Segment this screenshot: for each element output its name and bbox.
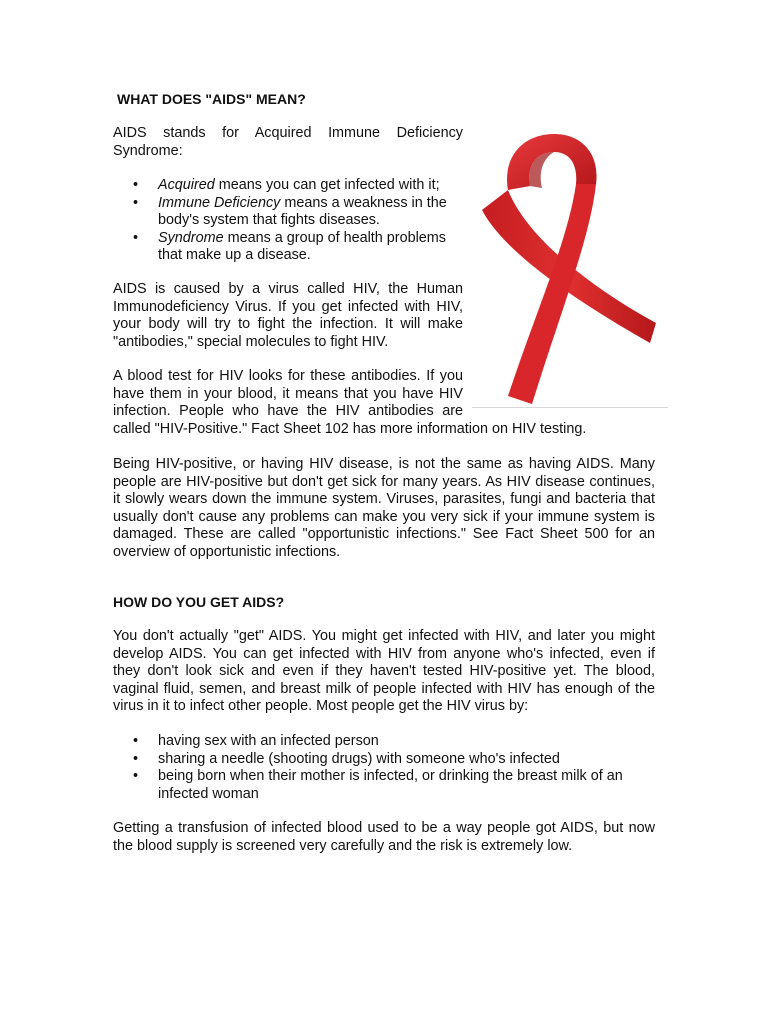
section-heading-how-get-aids: HOW DO YOU GET AIDS? — [113, 594, 285, 610]
list-item-text: being born when their mother is infected, or drinking the breast milk of an infected woman — [158, 768, 623, 802]
red-ribbon-graphic — [472, 128, 668, 410]
transfusion-paragraph: Getting a transfusion of infected blood used to be a way people got AIDS, but now the blood supply is screened very carefully and the risk is extremely low. — [113, 820, 655, 854]
section-heading-what-is-aids: WHAT DOES "AIDS" MEAN? — [117, 91, 306, 107]
list-item-immune-deficiency — [113, 195, 463, 230]
term-immune-deficiency: Immune Deficiency — [158, 194, 281, 211]
blood-test-text: A blood test for HIV looks for these antibodies. If you have them in your blood, it means that you have HIV infection. People who have the HIV antibodies are called "HIV-Positive." Fact Sheet 102 has more information on HIV testing. — [113, 368, 587, 437]
bullet-icon: • — [133, 229, 139, 246]
red-ribbon-icon — [472, 128, 668, 410]
list-item — [113, 768, 655, 803]
hiv-cause-paragraph: AIDS is caused by a virus called HIV, the Human Immunodeficiency Virus. If you get infected with HIV, your body will try to fight the infection. It will make "antibodies," special molecules to fight HIV. — [113, 281, 463, 350]
bullet-icon: • — [133, 194, 139, 211]
transmission-paragraph: You don't actually "get" AIDS. You might get infected with HIV, and later you might develop AIDS. You can get infected with HIV from anyone who's infected, even if they don't look sick and even if they haven't tested HIV-positive yet. The blood, vaginal fluid, semen, and breast milk of people infected with HIV has enough of the virus in it to infect other people. Most people get the HIV virus by: — [113, 628, 655, 715]
aids-terms-list — [113, 177, 463, 265]
term-acquired-text: means you can get infected with it; — [214, 177, 440, 193]
transmission-list — [113, 733, 655, 803]
bullet-icon: • — [133, 177, 139, 193]
bullet-icon: • — [133, 733, 139, 749]
list-item — [113, 733, 655, 751]
bullet-icon: • — [133, 750, 139, 767]
list-item-text: sharing a needle (shooting drugs) with someone who's infected — [158, 750, 560, 767]
list-item-syndrome — [113, 230, 463, 265]
term-syndrome: Syndrome — [158, 229, 224, 246]
term-syndrome-text: means a group of health problems that make up a disease. — [158, 229, 446, 264]
list-item-acquired — [113, 177, 463, 195]
aids-definition-paragraph: AIDS stands for Acquired Immune Deficiency Syndrome: — [113, 125, 463, 159]
bullet-icon: • — [133, 768, 139, 785]
image-divider — [472, 407, 668, 408]
term-immune-deficiency-text: means a weakness in the body's system that fights diseases. — [158, 194, 447, 229]
ribbon-loop — [507, 134, 597, 190]
hiv-positive-paragraph: Being HIV-positive, or having HIV disease, is not the same as having AIDS. Many people are HIV-positive but don't get sick for many years. As HIV disease continues, it slowly wears down the immune system. Viruses, parasites, fungi and bacteria that usually don't cause any problems can make you very sick if your immune system is damaged. These are called "opportunistic infections." See Fact Sheet 500 for an overview of opportunistic infections. — [113, 456, 655, 560]
term-acquired: Acquired — [158, 177, 215, 193]
list-item-text: having sex with an infected person — [158, 733, 379, 749]
list-item — [113, 751, 655, 769]
